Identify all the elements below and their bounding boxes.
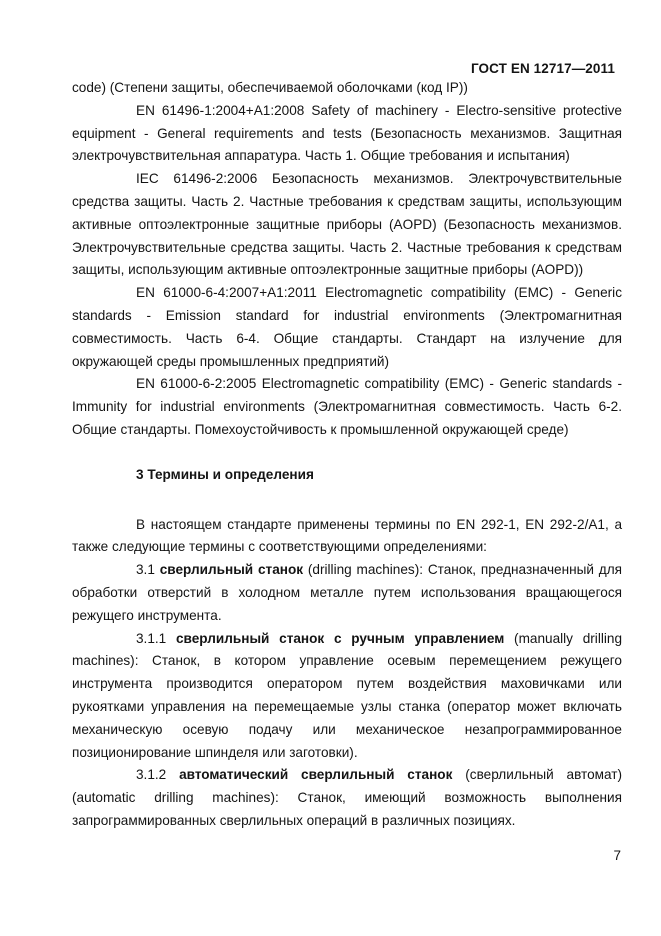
reference-continuation: code) (Степени защиты, обеспечиваемой оболочками (код IP)) [72, 80, 468, 95]
reference-iec-61496-2: IEC 61496-2:2006 Безопасность механизмов. Электрочувствительные средства защиты. Часть 2. Частные требования к средствам защиты, использующим активные оптоэлектронные защитные приборы (AOPD) (Безопасность механизмов. Электрочувствительные средства защиты. Часть 2. Частные требования к средствам защиты, использующим активные оптоэлектронные защитные приборы (AOPD)) [72, 171, 622, 278]
standard-header: ГОСТ EN 12717—2011 [470, 61, 615, 76]
term-name: сверлильный станок с ручным управлением [175, 630, 505, 646]
page-number: 7 [613, 848, 621, 863]
term-number: 3.1.1 [136, 630, 167, 646]
term-definition: (drilling machines): Станок, предназначенный для обработки отверстий в холодном металле путем использования вращающегося режущего инструмента. [72, 562, 623, 623]
section-heading: 3 Термины и определения [136, 466, 314, 482]
term-number: 3.1.2 [136, 767, 167, 783]
term-3-1-2 [72, 764, 622, 832]
reference-en-61496-1: EN 61496-1:2004+A1:2008 Safety of machinery - Electro-sensitive protective equipment - General requirements and tests (Безопасность механизмов. Защитная электрочувствительная аппаратура. Часть 1. Общие требования и испытания) [72, 102, 622, 164]
reference-en-61000-6-2: EN 61000-6-2:2005 Electromagnetic compatibility (EMC) - Generic standards - Immunity for industrial environments (Электромагнитная совместимость. Часть 6-2. Общие стандарты. Помехоустойчивость к промышленной окружающей среде) [72, 376, 622, 437]
term-name: сверлильный станок [159, 562, 304, 578]
term-number: 3.1 [136, 562, 155, 578]
term-definition: (manually drilling machines): Станок, в котором управление осевым перемещением режущего инструмента производится оператором путем воздействия маховичками или рукоятками управления на перемещаемые узлы станка (оператор может включать механическую осевую подачу или механическое незапрограммированное позиционирование шпинделя или заготовки). [72, 630, 622, 760]
document-body [72, 77, 622, 833]
term-3-1-1 [72, 628, 622, 765]
term-definition: (сверлильный автомат) (automatic drilling machines): Станок, имеющий возможность выполнения запрограммированных сверлильных операций в различных позициях. [72, 767, 623, 828]
term-3-1 [72, 559, 622, 627]
reference-en-61000-6-4: EN 61000-6-4:2007+A1:2011 Electromagnetic compatibility (EMC) - Generic standards - Emission standard for industrial environments (Электромагнитная совместимость. Часть 6-4. Общие стандарты. Стандарт на излучение для окружающей среды промышленных предприятий) [72, 285, 622, 369]
section-intro: В настоящем стандарте применены термины по EN 292-1, EN 292-2/A1, а также следующие термины с соответствующими определениями: [72, 516, 622, 555]
term-name: автоматический сверлильный станок [179, 767, 453, 783]
